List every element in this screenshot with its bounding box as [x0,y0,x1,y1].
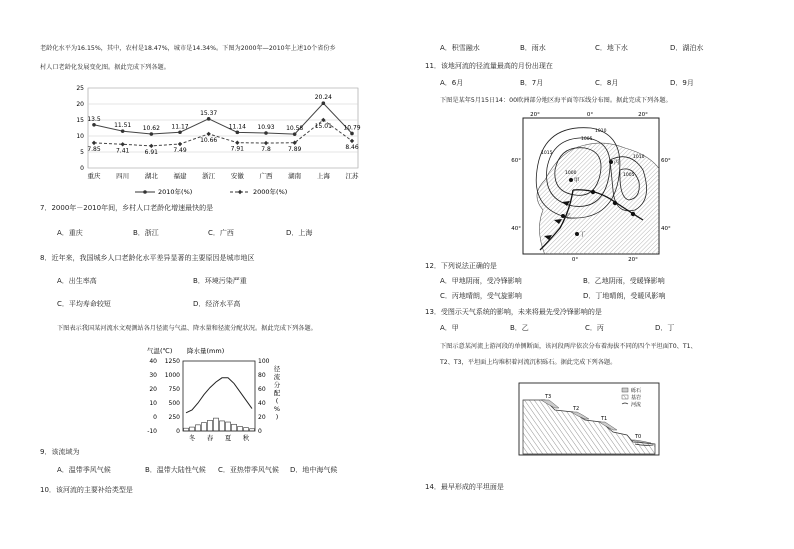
intro-line-1: 老龄化水平为16.15%，其中，农村是18.47%，城市是14.34%。下图为2000年—2010年上述10个省份乡 [40,45,336,52]
terrace-intro-1: 下图示意某河流上游河段的单侧断面，该河段两岸依次分布着海拔不同的四个平坦面T0、T1、 [440,343,697,350]
q7-option-c[interactable]: C．广西 [208,229,234,237]
data-label: 20.24 [314,94,332,102]
runoff-axis-title-char: 径 [273,365,281,373]
q9-option-b[interactable]: B．温带大陆性气候 [145,466,206,474]
q13-option-b[interactable]: B．乙 [510,324,529,332]
y-tick-label: 5 [80,149,84,156]
temp-tick: 30 [149,372,157,379]
q13-option-c[interactable]: C．丙 [585,324,604,332]
x-tick-label: 江苏 [345,172,359,180]
temp-tick: 10 [149,400,157,407]
legend-gravel-swatch [622,388,628,392]
q8-option-d[interactable]: D．经济水平高 [193,300,241,308]
q12-option-a[interactable]: A．甲地阴雨，受冷锋影响 [440,277,522,285]
q8-option-c[interactable]: C．平均寿命较短 [57,300,111,308]
q11-option-c[interactable]: C．8月 [595,79,619,87]
runoff-axis-title-char: ) [275,413,279,421]
temp-tick: 20 [149,386,157,393]
q11-option-b[interactable]: B．7月 [520,79,544,87]
data-label: 7.49 [173,147,187,155]
isobar-label: 1010 [595,129,607,134]
isobar-label: 1010 [633,155,645,160]
runoff-tick: 20 [258,414,266,421]
temp-tick: 40 [149,358,157,365]
runoff-axis-title-char: 分 [273,381,281,389]
map-intro: 下图是某年5月15日14：00欧洲部分地区海平面等压线分布图。据此完成下列各题。 [440,97,672,104]
precip-tick: 0 [176,428,180,435]
runoff-tick: 80 [258,372,266,379]
series-2010-point [121,129,125,133]
series-2010-point [150,132,154,136]
q13-option-d[interactable]: D．丁 [655,324,675,332]
question-9-stem: 9．该流域为 [40,448,80,456]
question-8-stem: 8．近年来，我国城乡人口老龄化水平差异显著的主要原因是城市地区 [40,254,255,262]
question-10-stem: 10．该河流的主要补给类型是 [40,486,133,494]
x-tick-label: 广西 [259,172,273,180]
intro-line-2: 村人口老龄化发展变化图。据此完成下列各题。 [40,64,170,71]
q9-option-d[interactable]: D．地中海气候 [290,466,338,474]
series-2010-point [264,131,268,135]
aging-line-chart [60,80,370,195]
series-2010-point [293,132,297,136]
runoff-tick: 100 [258,358,270,365]
climate-intro: 下图表示我国某河流水文观测站各月径流与气温、降水量和径流分配状况。据此完成下列各题。 [57,325,317,332]
terrace-label-t2: T2 [573,406,580,412]
place-label-bing: 丙 [614,160,620,166]
precip-tick: 250 [168,414,180,421]
data-label: 7.41 [115,147,130,155]
front-symbol [613,201,617,205]
q12-option-d[interactable]: D．丁地晴朗，受暖风影响 [583,292,666,300]
x-tick-label: 四川 [116,172,130,180]
front-symbol [631,212,635,216]
runoff-tick: 60 [258,386,266,393]
q9-option-a[interactable]: A．温带季风气候 [57,466,111,474]
question-11-stem: 11．该地河流的径流量最高的月份出现在 [425,62,553,70]
x-tick-label: 重庆 [87,172,101,180]
data-label: 10.93 [257,124,275,132]
lat-label: 60° [661,158,671,164]
question-7-stem: 7．2000年－2010年间，乡村人口老龄化增速最快的是 [40,204,214,212]
x-tick-label: 上海 [316,172,330,180]
x-tick-label: 福建 [173,172,187,180]
series-2010-point [350,132,354,136]
place-label-ding: 丁 [580,232,586,238]
y-tick-label: 15 [76,117,84,124]
lon-label: 20° [628,257,638,263]
terrace-label-t3: T3 [545,394,552,400]
isobar-map [511,110,671,263]
x-tick-label: 湖南 [288,172,302,180]
question-13-stem: 13．受图示天气系统的影响，未来将最先受冷锋影响的是 [425,308,602,316]
legend-marker-2010 [143,190,147,194]
legend-marker-2000 [238,190,242,194]
series-2010-point [236,131,240,135]
q10-option-c[interactable]: C．地下水 [595,44,628,52]
x-tick-label: 湖北 [144,172,158,180]
runoff-axis-title-char: 配 [273,389,281,397]
data-label: 10.66 [200,136,218,144]
season-label: 春 [206,434,214,442]
y-tick-label: 0 [80,165,84,172]
lon-label: 0° [571,257,579,263]
isobar-label: 1000 [565,171,577,176]
isobar-label: 1005 [623,173,635,178]
y-tick-label: 20 [76,101,84,108]
terrace-label-t1: T1 [601,416,608,422]
terrace-cross-section [515,380,665,460]
data-label: 13.5 [87,115,101,123]
lon-label: 0° [586,112,594,118]
legend-river-label: 河流 [631,402,642,408]
data-label: 7.85 [87,145,101,153]
q13-option-a[interactable]: A．甲 [440,324,459,332]
season-label: 秋 [242,434,250,442]
q12-option-b[interactable]: B．乙地阴雨，受暖锋影响 [583,277,665,285]
q7-option-b[interactable]: B．浙江 [133,229,159,237]
precip-tick: 1250 [164,358,180,365]
q11-option-d[interactable]: D．9月 [670,79,694,87]
runoff-axis-title-char: % [273,405,281,413]
x-tick-label: 安徽 [230,172,244,180]
data-label: 15.01 [314,122,332,130]
precip-tick: 1000 [164,372,180,379]
temp-tick: 0 [153,414,157,421]
data-label: 7.91 [230,145,245,153]
plot-area [183,361,255,431]
lat-label: 60° [511,158,521,164]
lat-label: 40° [511,226,521,232]
terrace-intro-2: T2、T3，平坦面上均堆积着河流沉积砾石。据此完成下列各题。 [440,359,617,366]
lat-label: 40° [661,226,671,232]
climate-chart [145,343,290,443]
runoff-tick: 40 [258,400,266,407]
q11-option-a[interactable]: A．6月 [440,79,464,87]
place-marker-bing [609,160,613,164]
lon-label: 20° [530,112,540,118]
lon-label: 20° [638,112,648,118]
series-2010-point [92,123,96,127]
legend-gravel-label: 砾石 [631,388,642,394]
series-2010-point [178,130,182,134]
place-label-jia: 甲 [574,178,580,184]
q7-option-a[interactable]: A．重庆 [57,229,83,237]
data-label: 10.79 [343,124,361,132]
q10-option-b[interactable]: B．雨水 [520,44,546,52]
q10-option-a[interactable]: A．积雪融水 [440,44,480,52]
data-label: 6.91 [144,148,159,156]
runoff-tick: 0 [258,428,262,435]
data-label: 10.58 [286,125,304,133]
runoff-axis-title-char: 流 [273,373,281,381]
q8-option-a[interactable]: A．出生率高 [57,277,97,285]
series-2010-point [207,117,211,121]
data-label: 10.62 [142,125,160,133]
season-label: 冬 [188,434,196,442]
series-2010-point [322,101,326,105]
data-label: 11.17 [171,123,189,131]
runoff-axis-title-char: ( [275,397,279,405]
temp-axis-title: 气温(℃) [147,347,173,355]
data-label: 8.46 [345,143,359,151]
q12-option-c[interactable]: C．丙地晴朗，受气旋影响 [440,292,522,300]
q7-option-d[interactable]: D．上海 [286,229,313,237]
data-label: 15.37 [200,109,218,117]
data-label: 7.8 [261,146,271,154]
front-symbol [591,190,595,194]
place-marker-ding [575,232,579,236]
temp-tick: -10 [147,428,157,435]
y-tick-label: 25 [76,85,84,92]
terrace-label-t0: T0 [635,434,642,440]
q8-option-b[interactable]: B．环境污染严重 [193,277,247,285]
data-label: 11.51 [114,122,132,130]
precip-tick: 750 [168,386,180,393]
data-label: 11.14 [228,123,246,131]
q10-option-d[interactable]: D．湖泊水 [670,44,704,52]
x-tick-label: 浙江 [202,172,216,180]
place-marker-yi [561,214,565,218]
legend-bedrock-swatch [622,395,628,399]
place-marker-jia [569,178,573,182]
legend-label-2000: 2000年(%) [253,188,288,196]
place-label-yi: 乙 [566,214,572,220]
q9-option-c[interactable]: C．亚热带季风气候 [218,466,279,474]
isobar-label: 1015 [541,151,553,156]
season-label: 夏 [224,434,232,442]
question-14-stem: 14．最早形成的平坦面是 [425,483,504,491]
data-label: 7.89 [287,145,302,153]
precip-axis-title: 降水量(mm) [187,347,225,355]
y-tick-label: 10 [76,133,84,140]
legend-bedrock-label: 基岩 [631,395,642,401]
question-12-stem: 12．下列说法正确的是 [425,262,497,270]
legend-label-2010: 2010年(%) [158,188,193,196]
precip-tick: 500 [168,400,180,407]
isobar-label: 1005 [581,137,593,142]
